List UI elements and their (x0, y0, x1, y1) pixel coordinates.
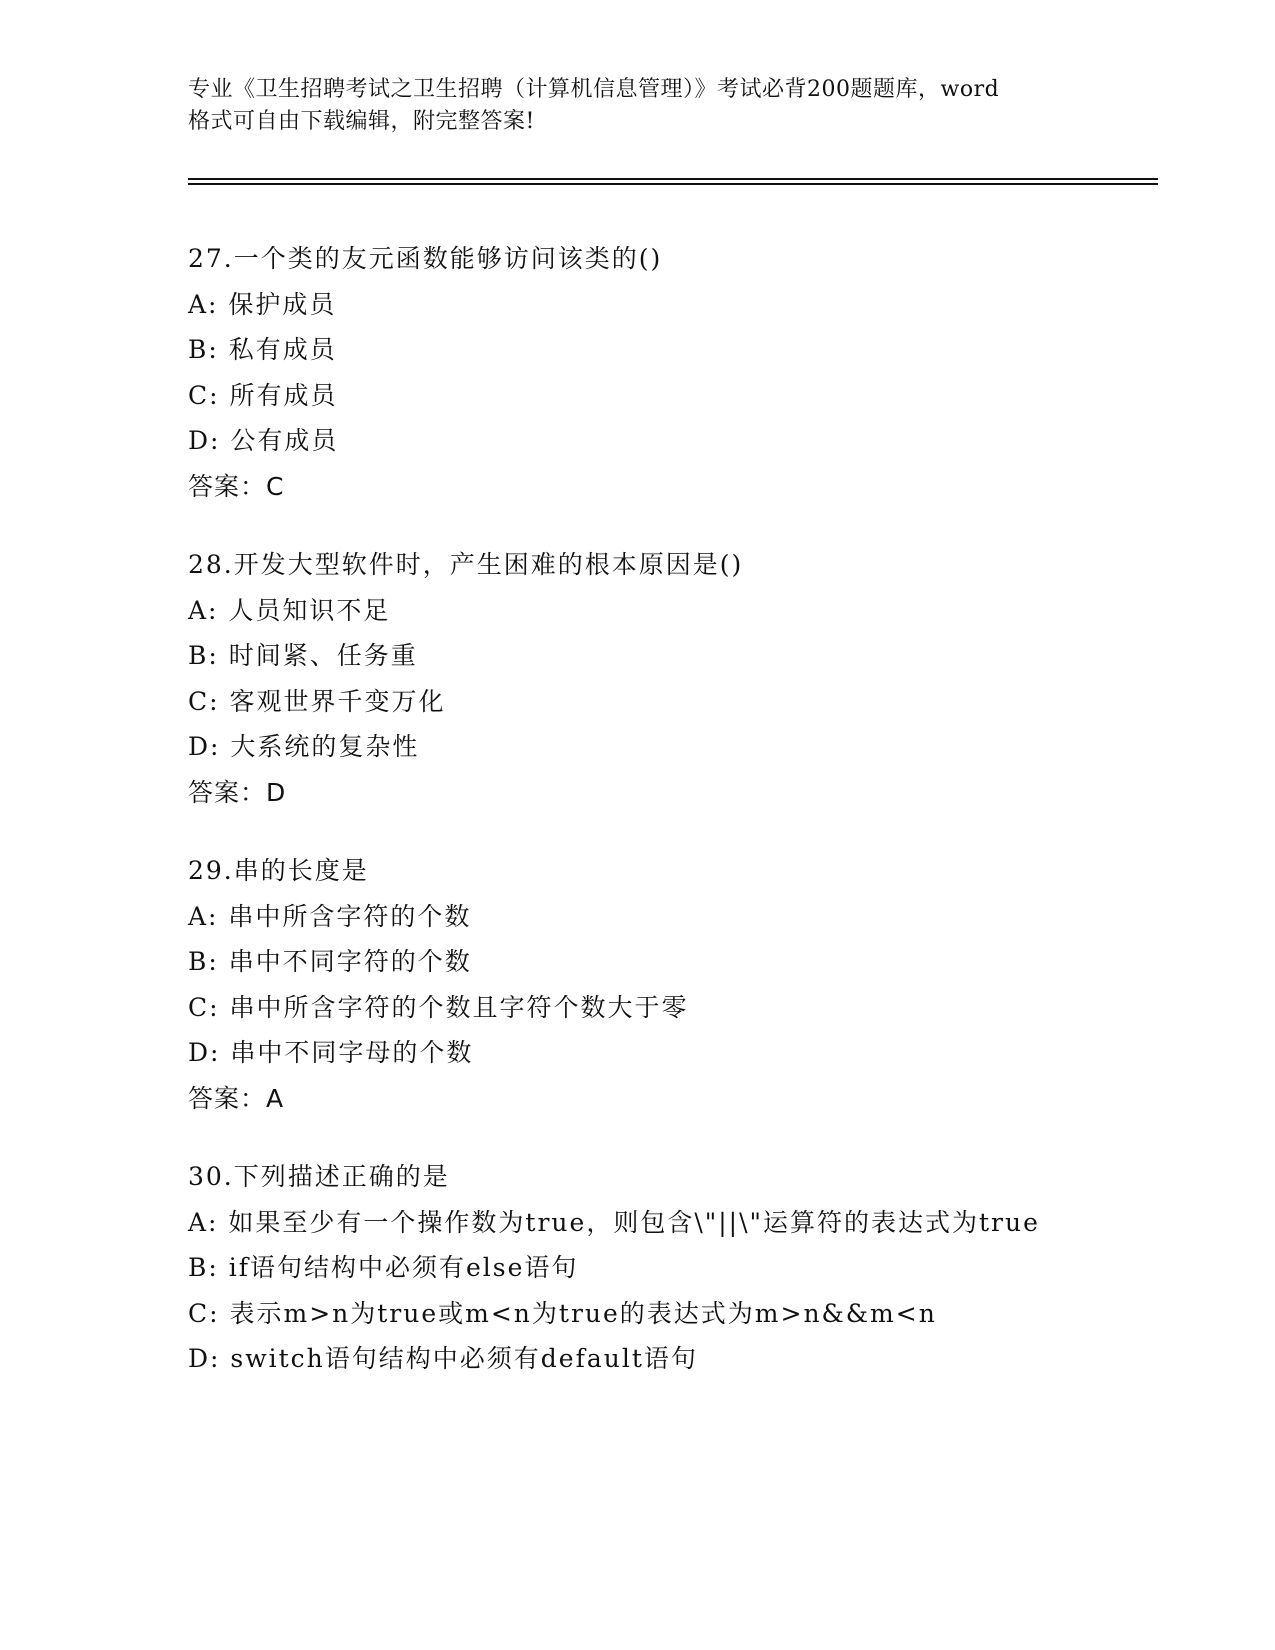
question-stem: 29.串的长度是 (188, 856, 369, 885)
option-a: A: 如果至少有一个操作数为true，则包含\"||\"运算符的表达式为true (188, 1207, 1040, 1237)
question-30 (188, 1154, 1088, 1382)
option-c: C: 所有成员 (188, 380, 338, 410)
option-c: C: 表示m>n为true或m<n为true的表达式为m>n&&m<n (188, 1298, 937, 1328)
option-b: B: 串中不同字符的个数 (188, 947, 472, 976)
option-c: C: 客观世界千变万化 (188, 686, 446, 716)
question-27 (188, 236, 1088, 509)
option-b: B: 时间紧、任务重 (188, 641, 418, 670)
question-stem: 28.开发大型软件时，产生困难的根本原因是() (188, 550, 744, 579)
answer: 答案：A (188, 1083, 285, 1113)
document-header (188, 74, 1088, 138)
option-a: A: 保护成员 (188, 289, 337, 319)
question-29 (188, 848, 1088, 1121)
option-c: C: 串中所含字符的个数且字符个数大于零 (188, 992, 689, 1022)
question-list (188, 236, 1088, 1415)
question-28 (188, 542, 1088, 815)
option-d: D: 公有成员 (188, 426, 339, 455)
question-stem: 27.一个类的友元函数能够访问该类的() (188, 244, 663, 273)
option-a: A: 串中所含字符的个数 (188, 901, 472, 931)
option-d: D: 大系统的复杂性 (188, 732, 420, 761)
header-line-2: 格式可自由下载编辑，附完整答案! (188, 109, 535, 134)
option-b: B: if语句结构中必须有else语句 (188, 1253, 579, 1282)
header-line-1: 专业《卫生招聘考试之卫生招聘（计算机信息管理）》考试必背200题题库，word (188, 77, 1000, 102)
header-divider-bottom (188, 183, 1158, 185)
option-b: B: 私有成员 (188, 335, 337, 364)
option-a: A: 人员知识不足 (188, 595, 391, 625)
option-d: D: 串中不同字母的个数 (188, 1038, 474, 1067)
option-d: D: switch语句结构中必须有default语句 (188, 1344, 698, 1373)
header-divider-top (188, 178, 1158, 180)
answer: 答案：D (188, 777, 287, 807)
answer: 答案：C (188, 471, 285, 501)
question-stem: 30.下列描述正确的是 (188, 1162, 450, 1191)
